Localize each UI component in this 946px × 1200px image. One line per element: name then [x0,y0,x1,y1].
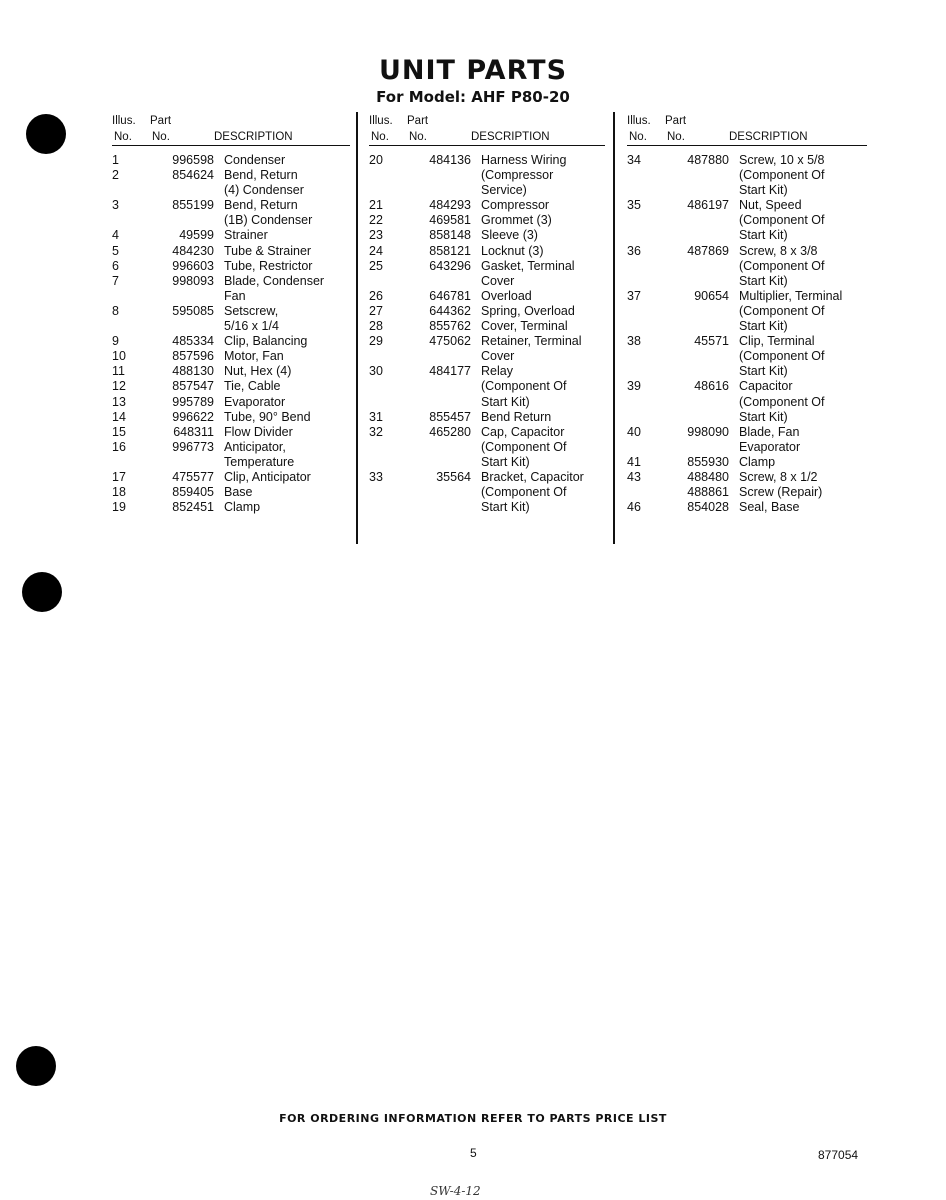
model-subtitle: For Model: AHF P80-20 [376,88,570,106]
part-description [214,244,350,259]
illus-number: 11 [112,364,125,379]
parts-column-3 [627,112,867,515]
illus-number: 41 [627,454,641,469]
illus-number: 15 [112,424,126,439]
illus-number: 36 [627,243,641,258]
description-line: Bend Return [481,409,552,424]
table-row [627,379,867,424]
table-row [112,395,350,410]
part-number: 858148 [429,228,471,243]
part-description [471,304,605,319]
description-line: Cover, Terminal [481,319,568,334]
description-line: Anticipator, [224,439,286,454]
ordering-info-footer: FOR ORDERING INFORMATION REFER TO PARTS PRICE LIST [279,1112,667,1125]
table-row [112,334,350,349]
part-description [214,425,350,440]
part-no-header: No. [667,131,685,143]
description-line: Tube, Restrictor [224,258,313,273]
illus-number: 9 [112,334,119,349]
part-description [214,364,350,379]
part-description [471,364,605,409]
part-description [471,244,605,259]
part-description [729,455,867,470]
illus-number: 20 [369,153,383,167]
part-number: 858121 [429,243,471,258]
table-row [369,289,605,304]
description-line: Start Kit) [739,273,788,288]
description-line: Cap, Capacitor [481,424,565,439]
part-description [214,379,350,394]
illus-number: 25 [369,258,383,273]
part-description [214,259,350,274]
part-number: 487880 [687,153,729,167]
part-description [729,485,867,500]
part-description [214,500,350,515]
table-row [112,274,350,304]
illus-number: 1 [112,153,119,167]
table-row [369,364,605,409]
description-line: (Component Of [739,394,825,409]
illus-header: Illus. [369,115,393,127]
table-row [369,410,605,425]
part-number: 90654 [694,288,729,303]
part-description [214,334,350,349]
part-number: 475577 [172,469,214,484]
illus-number: 16 [112,439,126,454]
part-description [214,349,350,364]
table-row [112,168,350,198]
table-row [112,153,350,168]
table-row [627,244,867,289]
illus-number: 10 [112,349,126,364]
illus-number: 33 [369,469,383,484]
table-row [112,244,350,259]
part-header: Part [665,115,687,127]
part-number: 996622 [172,409,214,424]
table-row [112,198,350,228]
description-line: Locknut (3) [481,243,544,258]
description-line: Fan [224,288,246,303]
description-line: Overload [481,288,532,303]
illus-number: 46 [627,500,641,515]
illus-number: 13 [112,394,126,409]
table-row [369,198,605,213]
table-row [369,213,605,228]
table-row [112,364,350,379]
table-row [112,379,350,394]
illus-number [627,485,673,500]
description-line: Base [224,485,253,500]
part-description [729,198,867,243]
illus-number: 40 [627,424,641,439]
part-no-header: No. [152,131,170,143]
document-number: 877054 [818,1148,859,1162]
column-divider-1 [356,112,358,544]
illus-number: 35 [627,198,641,213]
column-header [369,112,605,146]
table-row [369,304,605,319]
description-line: Service) [481,183,527,198]
description-line: Blade, Fan [739,424,800,439]
description-line: Spring, Overload [481,303,575,318]
table-row [112,485,350,500]
description-line: Motor, Fan [224,349,284,364]
illus-no-header: No. [114,131,132,143]
illus-number: 17 [112,469,126,484]
part-number: 484293 [429,198,471,213]
illus-number: 12 [112,379,126,394]
part-number: 487869 [687,243,729,258]
description-line: Clip, Anticipator [224,469,311,484]
part-number: 859405 [172,485,214,500]
description-line: Clip, Terminal [739,334,815,349]
description-line: Tie, Cable [224,379,281,394]
description-line: Strainer [224,228,268,243]
part-description [214,153,350,168]
description-line: Gasket, Terminal [481,258,575,273]
part-description [729,470,867,485]
part-number: 48616 [694,379,729,394]
table-row [112,410,350,425]
description-line: Start Kit) [739,364,788,379]
part-description [729,379,867,424]
table-row [627,153,867,198]
table-row [112,470,350,485]
part-description [214,274,350,304]
description-line: Start Kit) [481,454,530,469]
illus-number: 30 [369,364,383,379]
description-line: Screw, 10 x 5/8 [739,153,825,167]
part-description [214,470,350,485]
illus-number: 7 [112,273,119,288]
table-row [369,425,605,470]
description-line: Clip, Balancing [224,334,308,349]
illus-number: 37 [627,288,641,303]
description-line: Seal, Base [739,500,800,515]
table-row [112,500,350,515]
table-row [112,440,350,470]
description-line: (Component Of [481,379,567,394]
illus-number: 8 [112,303,119,318]
table-row [369,470,605,515]
part-number: 35564 [436,469,471,484]
description-line: Bend, Return [224,168,298,183]
part-description [214,304,350,334]
description-line: Condenser [224,153,286,167]
part-description [214,168,350,198]
part-description [471,198,605,213]
illus-number: 39 [627,379,641,394]
part-number: 475062 [429,334,471,349]
table-row [627,289,867,334]
part-number: 49599 [179,228,214,243]
description-line: Cover [481,273,515,288]
description-line: (Component Of [739,213,825,228]
illus-header: Illus. [112,115,136,127]
table-row [112,425,350,440]
part-number: 857596 [172,349,214,364]
table-row [369,244,605,259]
description-line: (1B) Condenser [224,213,313,228]
part-number: 488480 [687,469,729,484]
part-number: 484177 [429,364,471,379]
part-number: 485334 [172,334,214,349]
table-row [627,500,867,515]
description-line: (Component Of [481,439,567,454]
illus-number: 26 [369,288,383,303]
part-description [729,289,867,334]
description-line: Nut, Speed [739,198,802,213]
parts-rows [369,146,605,515]
page-title: UNIT PARTS [378,55,568,86]
description-line: Screw (Repair) [739,485,823,500]
table-row [369,334,605,364]
description-line: Compressor [481,198,550,213]
part-description [471,470,605,515]
illus-number: 32 [369,424,383,439]
part-description [471,259,605,289]
description-line: Screw, 8 x 3/8 [739,243,818,258]
part-number: 852451 [172,500,214,515]
part-number: 595085 [172,303,214,318]
part-number: 996773 [172,439,214,454]
description-line: Retainer, Terminal [481,334,582,349]
part-number: 643296 [429,258,471,273]
part-description [471,153,605,198]
part-number: 488130 [172,364,214,379]
part-description [729,500,867,515]
illus-header: Illus. [627,115,651,127]
table-row [627,425,867,455]
part-description [214,395,350,410]
description-line: Grommet (3) [481,213,552,228]
description-line: Cover [481,349,515,364]
part-number: 648311 [173,424,214,439]
part-description [471,425,605,470]
description-line: Sleeve (3) [481,228,538,243]
description-line: (Component Of [739,349,825,364]
description-line: (4) Condenser [224,183,304,198]
part-number: 996598 [172,153,214,167]
table-row [627,334,867,379]
illus-number: 38 [627,334,641,349]
part-description [214,410,350,425]
table-row [369,228,605,243]
part-description [471,319,605,334]
part-number: 646781 [429,288,471,303]
description-line: Tube, 90° Bend [224,409,311,424]
description-line: Screw, 8 x 1/2 [739,469,818,484]
table-row [112,349,350,364]
illus-number: 6 [112,258,119,273]
illus-number: 21 [369,198,383,213]
description-line: Harness Wiring [481,153,567,167]
punch-hole-top [26,114,66,154]
part-description [214,228,350,243]
part-no-header: No. [409,131,427,143]
part-description [471,228,605,243]
part-description [729,153,867,198]
parts-rows [627,146,867,515]
illus-number: 24 [369,243,383,258]
table-row [112,304,350,334]
description-line: Blade, Condenser [224,273,325,288]
illus-number: 31 [369,409,383,424]
part-number: 995789 [172,394,214,409]
part-number: 998090 [687,424,729,439]
table-row [627,485,867,500]
illus-number: 22 [369,213,383,228]
description-line: (Component Of [739,303,825,318]
punch-hole-bottom [16,1046,56,1086]
column-divider-2 [613,112,615,544]
parts-column-2 [369,112,605,515]
description-line: Bracket, Capacitor [481,469,584,484]
illus-number: 4 [112,228,119,243]
illus-number: 29 [369,334,383,349]
parts-column-1 [112,112,350,515]
part-number: 484136 [429,153,471,167]
parts-rows [112,146,350,515]
part-number: 998093 [172,273,214,288]
part-description [729,425,867,455]
description-line: Clamp [739,454,776,469]
part-description [214,440,350,470]
illus-number: 43 [627,469,641,484]
punch-hole-middle [22,572,62,612]
table-row [627,455,867,470]
description-line: Relay [481,364,513,379]
table-row [627,470,867,485]
description-line: Start Kit) [739,319,788,334]
part-description [471,334,605,364]
illus-number: 18 [112,485,126,500]
table-row [369,319,605,334]
column-header [627,112,867,146]
description-line: Multiplier, Terminal [739,288,843,303]
part-number: 854624 [172,168,214,183]
table-row [112,228,350,243]
part-description [214,485,350,500]
part-number: 45571 [694,334,729,349]
description-line: Start Kit) [739,183,788,198]
part-number: 996603 [172,258,214,273]
part-number: 855457 [429,409,471,424]
column-header [112,112,350,146]
illus-no-header: No. [371,131,389,143]
description-line: Start Kit) [739,228,788,243]
description-line: Flow Divider [224,424,293,439]
illus-number: 3 [112,198,119,213]
part-description [471,213,605,228]
description-line: 5/16 x 1/4 [224,319,279,334]
description-line: (Component Of [739,168,825,183]
handwritten-note: SW-4-12 [430,1184,481,1198]
part-number: 465280 [429,424,471,439]
description-line: (Compressor [481,168,554,183]
description-header: DESCRIPTION [729,131,808,143]
description-line: Start Kit) [481,500,530,515]
part-number: 488861 [687,485,729,500]
part-number: 469581 [429,213,471,228]
table-row [369,153,605,198]
part-number: 855762 [429,319,471,334]
description-line: Start Kit) [481,394,530,409]
part-header: Part [407,115,429,127]
part-description [214,198,350,228]
description-line: Start Kit) [739,409,788,424]
part-number: 854028 [687,500,729,515]
description-header: DESCRIPTION [471,131,550,143]
illus-number: 5 [112,243,119,258]
page-number: 5 [470,1146,477,1160]
part-number: 857547 [172,379,214,394]
illus-number: 2 [112,168,119,183]
table-row [112,259,350,274]
part-number: 855930 [687,454,729,469]
illus-no-header: No. [629,131,647,143]
part-number: 484230 [172,243,214,258]
part-description [471,410,605,425]
table-row [369,259,605,289]
part-description [471,289,605,304]
description-line: (Component Of [739,258,825,273]
description-line: Clamp [224,500,261,515]
description-line: Bend, Return [224,198,298,213]
part-header: Part [150,115,172,127]
part-description [729,244,867,289]
illus-number: 23 [369,228,383,243]
table-row [627,198,867,243]
illus-number: 27 [369,303,383,318]
part-number: 855199 [172,198,214,213]
description-line: Nut, Hex (4) [224,364,292,379]
illus-number: 14 [112,409,126,424]
part-number: 644362 [429,303,471,318]
part-number: 486197 [687,198,729,213]
description-line: Tube & Strainer [224,243,312,258]
description-line: (Component Of [481,485,567,500]
illus-number: 34 [627,153,641,167]
illus-number: 28 [369,319,383,334]
illus-number: 19 [112,500,126,515]
part-description [729,334,867,379]
description-header: DESCRIPTION [214,131,293,143]
description-line: Temperature [224,454,295,469]
description-line: Evaporator [739,439,801,454]
description-line: Evaporator [224,394,286,409]
description-line: Capacitor [739,379,793,394]
description-line: Setscrew, [224,303,279,318]
